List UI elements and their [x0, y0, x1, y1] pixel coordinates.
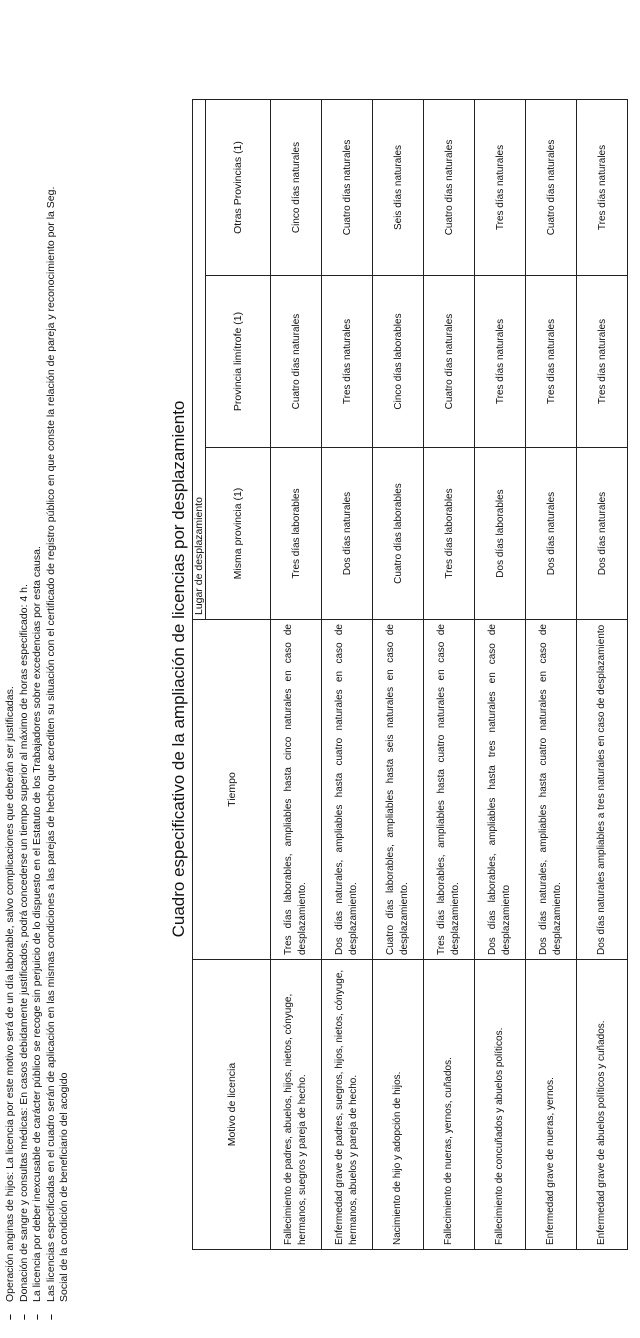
table-row: [526, 99, 577, 1249]
dash-bullet: –: [17, 1314, 30, 1320]
cell-tiempo: Dos días naturales ampliables a tres naturales en caso de desplazamiento: [577, 620, 628, 960]
cell-motivo: Fallecimiento de padres, abuelos, hijos, nietos, cónyuge, hermanos, suegros y pareja de hecho.: [271, 960, 322, 1250]
cell-misma: Dos días naturales: [526, 448, 577, 620]
cell-tiempo: Dos días naturales, ampliables hasta cuatro naturales en caso de desplazamiento.: [322, 620, 373, 960]
table-row: [322, 99, 373, 1249]
cell-limitrofe: Tres días naturales: [526, 276, 577, 448]
cell-motivo: Nacimiento de hijo y adopción de hijos.: [373, 960, 424, 1250]
licencias-table: [192, 99, 628, 1250]
cell-otras: Tres días naturales: [475, 99, 526, 275]
cell-motivo: Enfermedad grave de nueras, yernos.: [526, 960, 577, 1250]
header-motivo: Motivo de licencia: [193, 960, 271, 1250]
table-row: [271, 99, 322, 1249]
cell-tiempo: Tres días laborables, ampliables hasta cuatro naturales en caso de desplazamiento.: [424, 620, 475, 960]
cell-tiempo: Dos días naturales, ampliables hasta cuatro naturales en caso de desplazamiento.: [526, 620, 577, 960]
list-item: – Las licencias especificadas en el cuadro serán de aplicación en las mismas condiciones a las parejas de hecho que acrediten su situación con el certificado de registro público en que conste la relación de pareja y reconocimiento por la Seg.: [44, 186, 57, 1320]
list-item-continuation: Social de la condición de beneficiario del acogido: [58, 1072, 70, 1302]
list-item: – La licencia por deber inexcusable de carácter público se recoge sin perjuicio de lo dispuesto en el Estatuto de los Trabajadores sobre excedencias por esta causa.: [31, 546, 43, 1320]
notes-list: [4, 20, 72, 1320]
table-row: [373, 99, 424, 1249]
cell-misma: Dos días naturales: [577, 448, 628, 620]
cell-limitrofe: Tres días naturales: [577, 276, 628, 448]
cell-otras: Cinco días naturales: [271, 99, 322, 275]
cell-otras: Cuatro días naturales: [526, 99, 577, 275]
list-item: – Donación de sangre y consultas médicas: En casos debidamente justificados, podrá concederse un tiempo superior al máximo de horas especificado: 4 h.: [17, 584, 30, 1320]
cell-otras: Seis días naturales: [373, 99, 424, 275]
cell-tiempo: Dos días laborables, ampliables hasta tres naturales en caso de desplazamiento: [475, 620, 526, 960]
cell-misma: Tres días laborables: [424, 448, 475, 620]
cell-motivo: Enfermedad grave de abuelos políticos y cuñados.: [577, 960, 628, 1250]
list-item: – Operación anginas de hijos: La licencia por este motivo será de un día laborable, salvo complicaciones que deberán ser justificadas.: [4, 686, 16, 1320]
cell-tiempo: Cuatro días laborables, ampliables hasta seis naturales en caso de desplazamiento.: [373, 620, 424, 960]
cell-misma: Dos días naturales: [322, 448, 373, 620]
table-row: [577, 99, 628, 1249]
table-row: [475, 99, 526, 1249]
cell-motivo: Fallecimiento de concuñados y abuelos políticos.: [475, 960, 526, 1250]
cell-motivo: Enfermedad grave de padres, suegros, hijos, nietos, cónyuge, hermanos, abuelos y pareja de hecho.: [322, 960, 373, 1250]
dash-bullet: –: [44, 1314, 57, 1320]
cell-motivo: Fallecimiento de nueras, yernos, cuñados.: [424, 960, 475, 1250]
cell-otras: Tres días naturales: [577, 99, 628, 275]
cell-limitrofe: Cuatro días naturales: [271, 276, 322, 448]
cell-limitrofe: Tres días naturales: [322, 276, 373, 448]
cell-limitrofe: Cuatro días naturales: [424, 276, 475, 448]
header-lugar: Lugar de desplazamiento: [193, 99, 206, 619]
dash-bullet: –: [31, 1314, 43, 1320]
table-row: [424, 99, 475, 1249]
header-otras-provincias: Otras Provincias (1): [206, 99, 271, 275]
cell-otras: Cuatro días naturales: [424, 99, 475, 275]
cell-otras: Cuatro días naturales: [322, 99, 373, 275]
cell-tiempo: Tres días laborables, ampliables hasta cinco naturales en caso de desplazamiento.: [271, 620, 322, 960]
cell-misma: Dos días laborables: [475, 448, 526, 620]
table-title: Cuadro especificativo de la ampliación de licencias por desplazamiento: [169, 400, 188, 938]
cell-misma: Cuatro días laborables: [373, 448, 424, 620]
dash-bullet: –: [4, 1314, 16, 1320]
cell-limitrofe: Tres días naturales: [475, 276, 526, 448]
header-tiempo: Tiempo: [193, 620, 271, 960]
cell-limitrofe: Cinco días laborables: [373, 276, 424, 448]
header-misma-provincia: Misma provincia (1): [206, 448, 271, 620]
cell-misma: Tres días laborables: [271, 448, 322, 620]
header-provincia-limitrofe: Provincia limítrofe (1): [206, 276, 271, 448]
